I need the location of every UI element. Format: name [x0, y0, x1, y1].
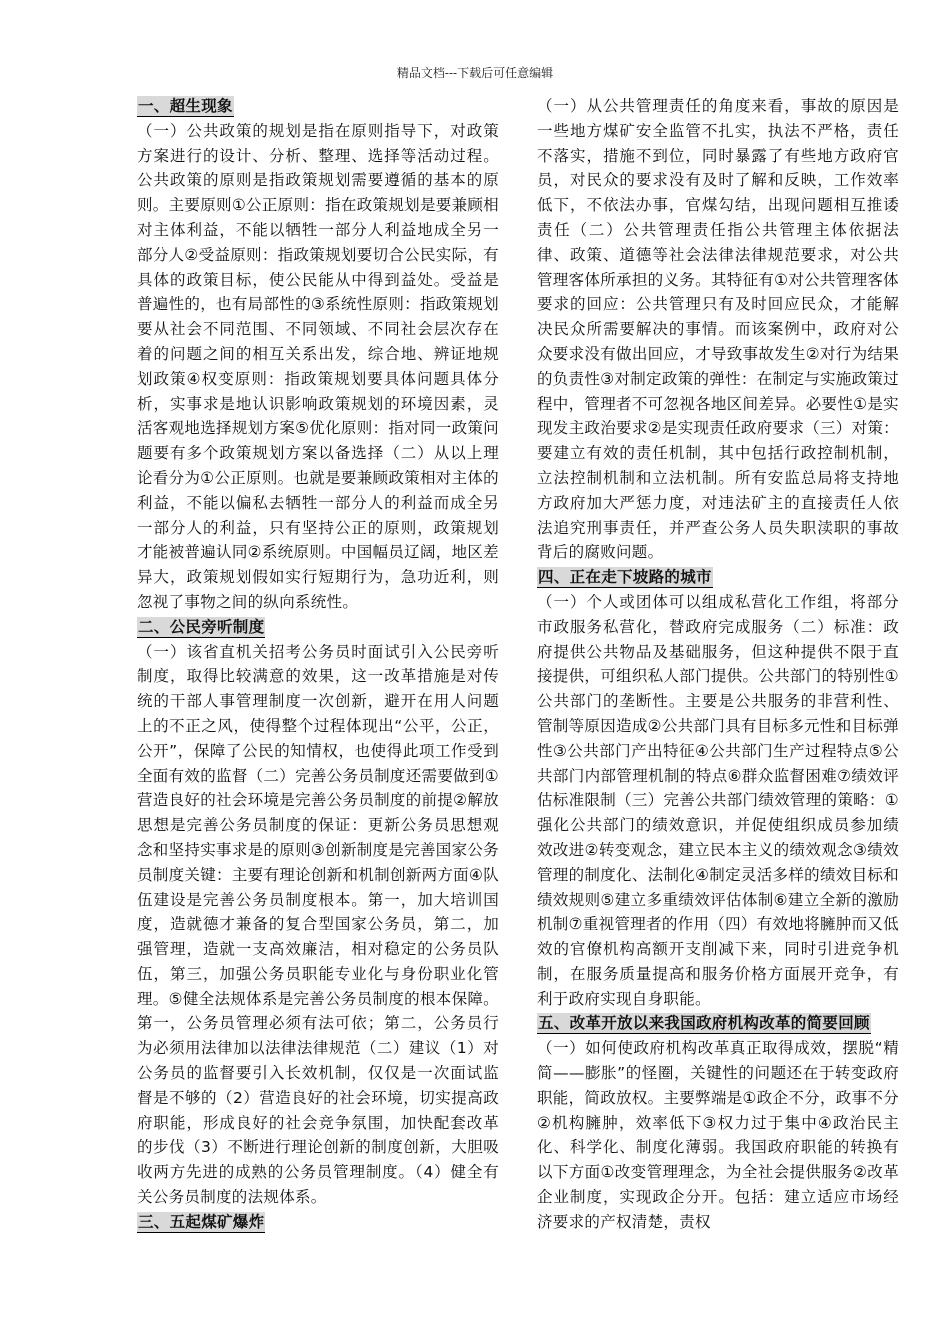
section-body: （一）如何使政府机构改革真正取得成效，摆脱“精简——膨胀”的怪圈，关键性的问题还在于转变政府职能，简政放权。主要弊端是①政企不分，政事不分②机构臃肿，效率低下③权力过于集中④政治民主化、科学化、制度化薄弱。我国政府职能的转换有以下方面①改变管理理念，为全社会提供服务②改革企业制度，实现政企分开。包括：建立适应市场经济要求的产权清楚，责权: [537, 1039, 899, 1231]
section-body: （一）从公共管理责任的角度来看，事故的原因是一些地方煤矿安全监管不扎实，执法不严格，责任不落实，措施不到位，同时暴露了有些地方政府官员，对民众的要求没有及时了解和反映，工作效率低下，不依法办事，官煤勾结，出现问题相互推诿责任（二）公共管理责任指公共管理主体依据法律、政策、道德等社会法律法律规范要求，对公共管理客体所承担的义务。其特征有①对公共管理客体要求的回应：公共管理只有及时回应民众，才能解决民众所需要解决的事情。而该案例中，政府对公众要求没有做出回应，才导致事故发生②对行为结果的负责性③对制定政策的弹性：在制定与实施政策过程中，管理者不可忽视各地区间差异。必要性①是实现发主政治要求②是实现责任政府要求（三）对策：要建立有效的责任机制，其中包括行政控制机制，立法控制机制和立法机制。所有安监总局将支持地方政府加大严惩力度，对违法矿主的直接责任人依法追究刑事责任，并严查公务人员失职渎职的事故背后的腐败问题。: [537, 97, 900, 562]
section-5: [537, 1011, 899, 1234]
section-2: [137, 615, 499, 1210]
section-body: （一）个人或团体可以组成私营化工作组，将部分市政服务私营化，替政府完成服务（二）标准：政府提供公共物品及基础服务，但这种提供不限于直接提供，可组织私人部门提供。公共部门的特别性①公共部门的垄断性。主要是公共服务的非营利性、管制等原因造成②公共部门具有目标多元性和目标弹性③公共部门产出特征④公共部门生产过程特点⑤公共部门内部管理机制的特点⑥群众监督困难⑦绩效评估标准限制（三）完善公共部门绩效管理的策略：①强化公共部门的绩效意识，并促使组织成员参加绩效改进②转变观念，建立民本主义的绩效观念③绩效管理的制度化、法制化④制定灵活多样的绩效目标和绩效规则⑤建立多重绩效评估体制⑥建立全新的激励机制⑦重视管理者的作用（四）有效地将臃肿而又低效的官僚机构高额开支削减下来，同时引进竞争机制，在服务质量提高和服务价格方面展开竞争，有利于政府实现自身职能。: [537, 592, 899, 1008]
section-title: 四、正在走下坡路的城市: [538, 568, 712, 587]
section-title: 一、超生现象: [138, 97, 233, 115]
section-body: （一）该省直机关招考公务员时面试引入公民旁听制度，取得比较满意的效果，这一改革措施是对传统的干部人事管理制度一次创新，避开在用人问题上的不正之风，使得整个过程体现出“公平，公正，公开”，保障了公民的知情权，也使得此项工作受到全面有效的监督（二）完善公务员制度还需要做到①营造良好的社会环境是完善公务员制度的前提②解放思想是完善公务员制度的保证：更新公务员思想观念和坚持实事求是的原则③创新制度是完善国家公务员制度关键：主要有理论创新和机制创新两方面④队伍建设是完善公务员制度根本。第一，加大培训国度，造就德才兼备的复合型国家公务员，第二，加强管理，造就一支高效廉洁，相对稳定的公务员队伍，第三，加强公务员职能专业化与身份职业化管理。⑤健全法规体系是完善公务员制度的根本保障。第一，公务员管理必须有法可依；第二，公务员行为必须用法律加以法律法律规范（二）建议（1）对公务员的监督要引入长效机制，仅仅是一次面试监督是不够的（2）营造良好的社会环境，切实提高政府职能，形成良好的社会竞争氛围，加快配套改革的步伐（3）不断进行理论创新的制度创新，大胆吸收两方先进的成熟的公务员管理制度。（4）健全有关公务员制度的法规体系。: [137, 642, 499, 1207]
left-column: [137, 94, 499, 1235]
section-title: 二、公民旁听制度: [138, 617, 265, 636]
section-3: [137, 1210, 499, 1235]
page-header: 精品文档---下载后可任意编辑: [396, 66, 554, 80]
section-1: [137, 94, 499, 615]
section-3-continued: [537, 94, 899, 565]
section-body: （一）公共政策的规划是指在原则指导下，对政策方案进行的设计、分析、整理、选择等活动过程。公共政策的原则是指政策规划需要遵循的基本的原则。主要原则①公正原则：指在政策规划是要兼顾相对主体利益，不能以牺牲一部分人利益地成全另一部分人②受益原则：指政策规划要切合公民实际，有具体的政策目标，使公民能从中得到益处。受益是普遍性的，也有局部性的③系统性原则：指政策规划要从社会不同范围、不同领域、不同社会层次存在着的问题之间的相互关系出发，综合地、辨证地规划政策④权变原则：指政策规划要具体问题具体分析，实事求是地认识影响政策规划的环境因素，灵活客观地选择规划方案⑤优化原则：指对同一政策问题要有多个政策规划方案以备选择（二）从以上理论看分为①公正原则。也就是要兼顾政策相对主体的利益，不能以偏私去牺牲一部分人的利益而成全另一部分人的利益，只有坚持公正的原则，政策规划才能被普遍认同②系统原则。中国幅员辽阔，地区差异大，政策规划假如实行短期行为，急功近利，则忽视了事物之间的纵向系统性。: [137, 121, 499, 611]
section-title: 三、五起煤矿爆炸: [138, 1212, 265, 1231]
right-column: [537, 94, 899, 1235]
section-title: 五、改革开放以来我国政府机构改革的简要回顾: [538, 1014, 870, 1033]
section-4: [537, 565, 899, 1011]
